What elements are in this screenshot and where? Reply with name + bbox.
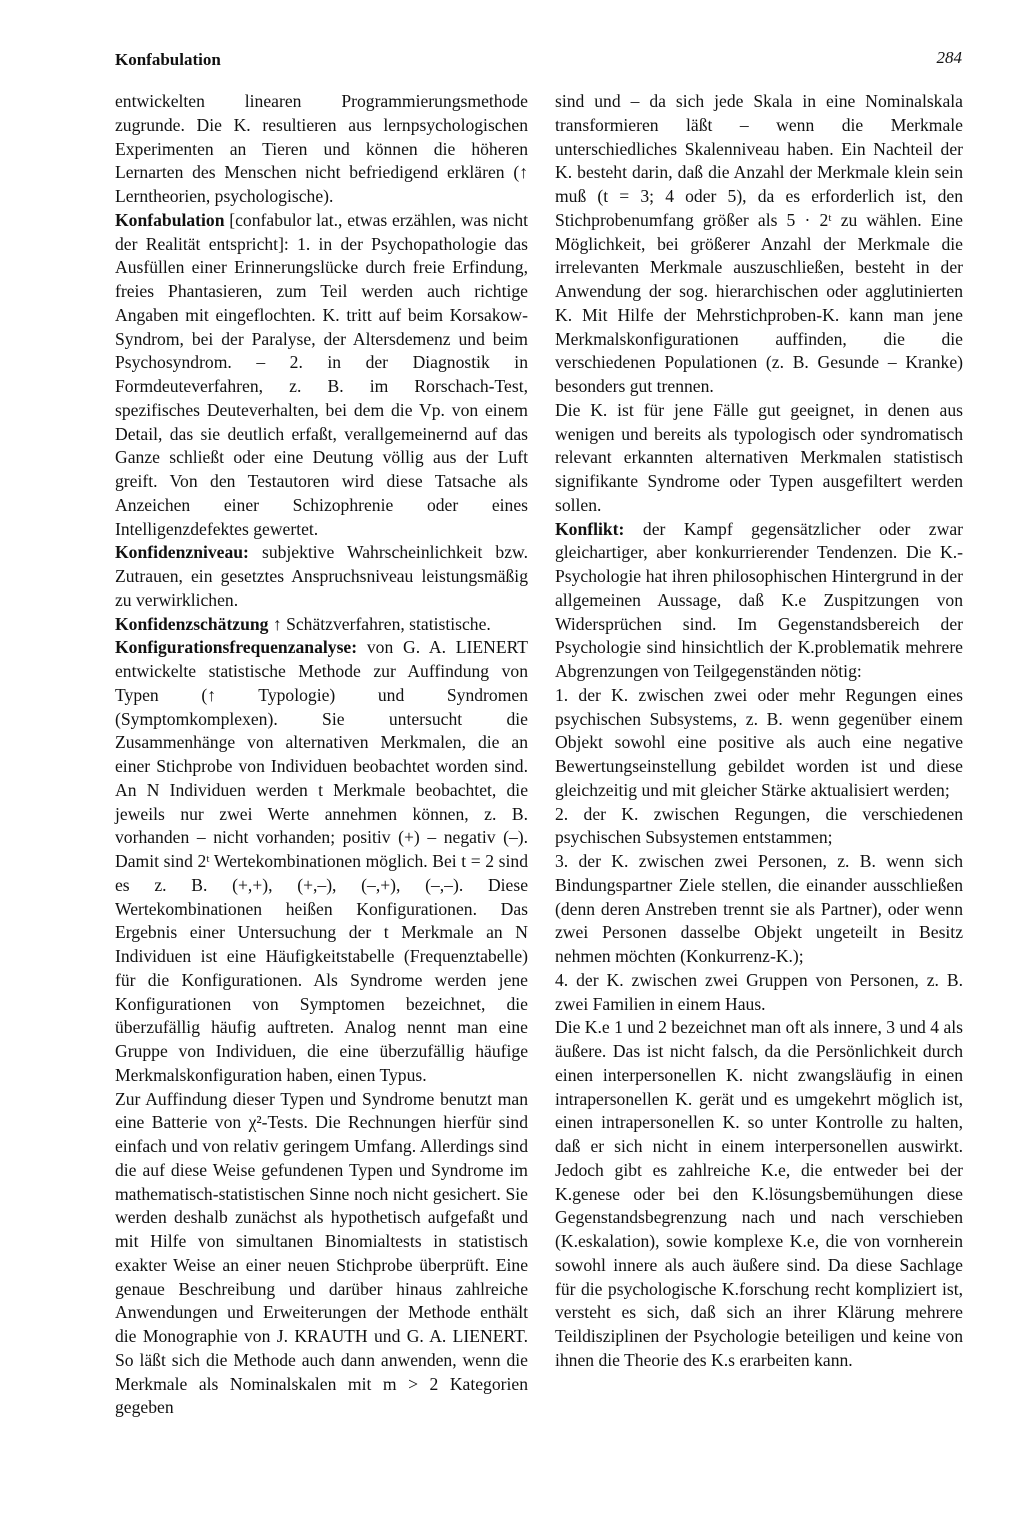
paragraph (555, 1016, 963, 1372)
paragraph (115, 1088, 528, 1421)
left-column (115, 90, 528, 1420)
list-item (555, 969, 963, 1017)
entry-konfidenzschaetzung (115, 613, 528, 637)
paragraph-text: Die K.e 1 und 2 bezeichnet man oft als innere, 3 und 4 als äußere. Das ist nicht falsch, da die Persönlichkeit durch einen interpersonellen K. nicht zwangsläufig in einen intrapersonellen K. gerät und es umgekehrt möglich ist, einen intrapersonellen K. so unter Kontrolle zu halten, daß er sich nicht in einem interpersonellen auswirkt. Jedoch gibt es zahlreiche K.e, die entweder bei der K.genese oder bei den K.lösungsbemühungen diese Gegenstandsbegrenzung nach und nach verschieben (K.eskalation), sowie komplexe K.e, die von vornherein sowohl innere als auch äußere sind. Da diese Sachlage für die psychologische K.forschung recht kompliziert ist, versteht es sich, daß sich an ihrer Klärung mehrere Teildisziplinen der Psychologie beteiligen und keine von ihnen die Theorie des K.s erarbeiten kann. (555, 1017, 963, 1370)
paragraph-text: 1. der K. zwischen zwei oder mehr Regungen eines psychischen Subsystems, z. B. wenn gegenüber einem Objekt sowohl eine positive als auch eine negative Bewertungseinstellung gebildet worden ist und diese gleichzeitig und mit gleicher Stärke aktualisiert werden; (555, 684, 963, 800)
list-item (555, 850, 963, 969)
right-column (555, 90, 963, 1373)
headword: Konfidenzniveau: (115, 542, 249, 563)
paragraph (555, 399, 963, 518)
entry-konfigurationsfrequenzanalyse (115, 636, 528, 1087)
paragraph-text: 4. der K. zwischen zwei Gruppen von Personen, z. B. zwei Familien in einem Haus. (555, 969, 963, 1014)
running-head: Konfabulation (115, 50, 221, 69)
paragraph-text: 2. der K. zwischen Regungen, die verschiedenen psychischen Subsystemen entstammen; (555, 803, 963, 848)
entry-konfabulation (115, 209, 528, 542)
list-item (555, 684, 963, 803)
paragraph-text: entwickelten linearen Programmierungsmethode zugrunde. Die K. resultieren aus lernpsychologischen Experimenten an Tieren und können die höheren Lernarten des Menschen nicht befriedigend erklären (↑ Lerntheorien, psychologische). (115, 91, 528, 206)
paragraph-text: 3. der K. zwischen zwei Personen, z. B. wenn sich Bindungspartner Ziele stellen, die einander ausschließen (denn deren Anstreben trennt sie als Partner), oder wenn zwei Personen dasselbe Objekt ungeteilt in Besitz nehmen möchten (Konkurrenz-K.); (555, 851, 963, 966)
entry-text: von G. A. LIENERT entwickelte statistische Methode zur Auffindung von Typen (↑ Typologie) und Syndromen (Symptomkomplexen). Sie untersucht die Zusammenhänge von alternativen Merkmalen, die an einer Stichprobe von Individuen beobachtet worden sind. An N Individuen werden t Merkmale beobachtet, die jeweils nur zwei Werte annehmen können, z. B. vorhanden – nicht vorhanden; positiv (+) – negativ (–). Damit sind 2ᵗ Wertekombinationen möglich. Bei t = 2 sind es z. B. (+,+), (+,–), (–,+), (–,–). Diese Wertekombinationen heißen Konfigurationen. Das Ergebnis einer Untersuchung der t Merkmale an N Individuen ist eine Häufigkeitstabelle (Frequenztabelle) für die Konfigurationen. Als Syndrome werden jene Konfigurationen von Symptomen bezeichnet, die überzufällig häufig auftreten. Analog nennt man eine Gruppe von Individuen, die eine überzufällig häufige Merkmalskonfiguration haben, einen Typus. (115, 637, 528, 1085)
paragraph-text: sind und – da sich jede Skala in eine Nominalskala transformieren läßt – wenn die Merkmale unterschiedliches Skalenniveau haben. Ein Nachteil der K. besteht darin, daß die Anzahl der Merkmale klein sein muß (t = 3; 4 oder 5), da es erforderlich ist, den Stichprobenumfang größer als 5 · 2ᵗ zu wählen. Eine Möglichkeit, bei größerer Anzahl der Merkmale die irrelevanten Merkmale auszuschließen, besteht in der Anwendung der sog. hierarchischen oder agglutinierten K. Mit Hilfe der Mehrstichproben-K. kann man jene Merkmalskonfigurationen auffinden, die die verschiedenen Populationen (z. B. Gesunde – Kranke) besonders gut trennen. (555, 91, 963, 396)
headword: Konflikt: (555, 518, 625, 539)
paragraph-text: Zur Auffindung dieser Typen und Syndrome benutzt man eine Batterie von χ²-Tests. Die Rechnungen hierfür sind einfach und von relativ geringem Umfang. Allerdings sind die auf diese Weise gefundenen Typen und Syndrome im mathematisch-statistischen Sinne noch nicht gesichert. Sie werden deshalb zunächst als hypothetisch aufgefaßt und mit Hilfe von simultanen Binomialtests in statistisch exakter Weise an einer neuen Stichprobe überprüft. Eine genaue Beschreibung und darüber hinaus zahlreiche Anwendungen und Erweiterungen der Methode enthält die Monographie von J. KRAUTH und G. A. LIENERT. So läßt sich die Methode auch dann anwenden, wenn die Merkmale als Nominalskalen mit m > 2 Kategorien gegeben (115, 1088, 528, 1418)
entry-konflikt (555, 518, 963, 684)
entry-text: subjektive Wahrscheinlichkeit bzw. Zutrauen, ein gesetztes Anspruchsniveau leistungsmäßig zu verwirklichen. (115, 542, 528, 610)
headword: Konfigurationsfrequenzanalyse: (115, 637, 358, 658)
page-number: 284 (936, 48, 962, 67)
entry-text: der Kampf gegensätzlicher oder zwar gleichartiger, aber konkurrierender Tendenzen. Die K.-Psychologie hat ihren philosophischen Hintergrund in der allgemeinen Aussage, daß K.e Zuspitzungen von Widersprüchen sind. Im Gegenstandsbereich der Psychologie sind hinsichtlich der K.problematik mehrere Abgrenzungen von Teilgegenständen nötig: (555, 518, 963, 681)
paragraph-continuation (555, 90, 963, 399)
paragraph-text: Die K. ist für jene Fälle gut geeignet, in denen aus wenigen und bereits als typologisch oder syndromatisch relevant erkannten alternativen Merkmalen statistisch signifikante Syndrome oder Typen ausgefiltert werden sollen. (555, 399, 963, 515)
list-item (555, 803, 963, 851)
entry-text: [confabulor lat., etwas erzählen, was nicht der Realität entspricht]: 1. in der Psychopathologie das Ausfüllen einer Erinnerungslücke durch freie Erfindung, freies Phantasieren, zum Teil werden auch richtige Angaben mit eingeflochten. K. tritt auf beim Korsakow-Syndrom, bei der Paralyse, der Altersdemenz und beim Psychosyndrom. – 2. in der Diagnostik in Formdeuteverfahren, z. B. im Rorschach-Test, spezifisches Deuteverhalten, bei dem die Vp. von einem Detail, das sie deutlich erfaßt, verallgemeinernd auf das Ganze schließt oder eine Deutung völlig aus der Luft greift. Von den Testautoren wird diese Tatsache als Anzeichen einer Schizophrenie oder eines Intelligenzdefektes gewertet. (115, 209, 528, 539)
headword: Konfabulation (115, 209, 225, 230)
entry-konfidenzniveau (115, 541, 528, 612)
headword: Konfidenzschätzung (115, 613, 269, 634)
entry-text: ↑ Schätzverfahren, statistische. (272, 613, 491, 634)
paragraph-continuation (115, 90, 528, 209)
